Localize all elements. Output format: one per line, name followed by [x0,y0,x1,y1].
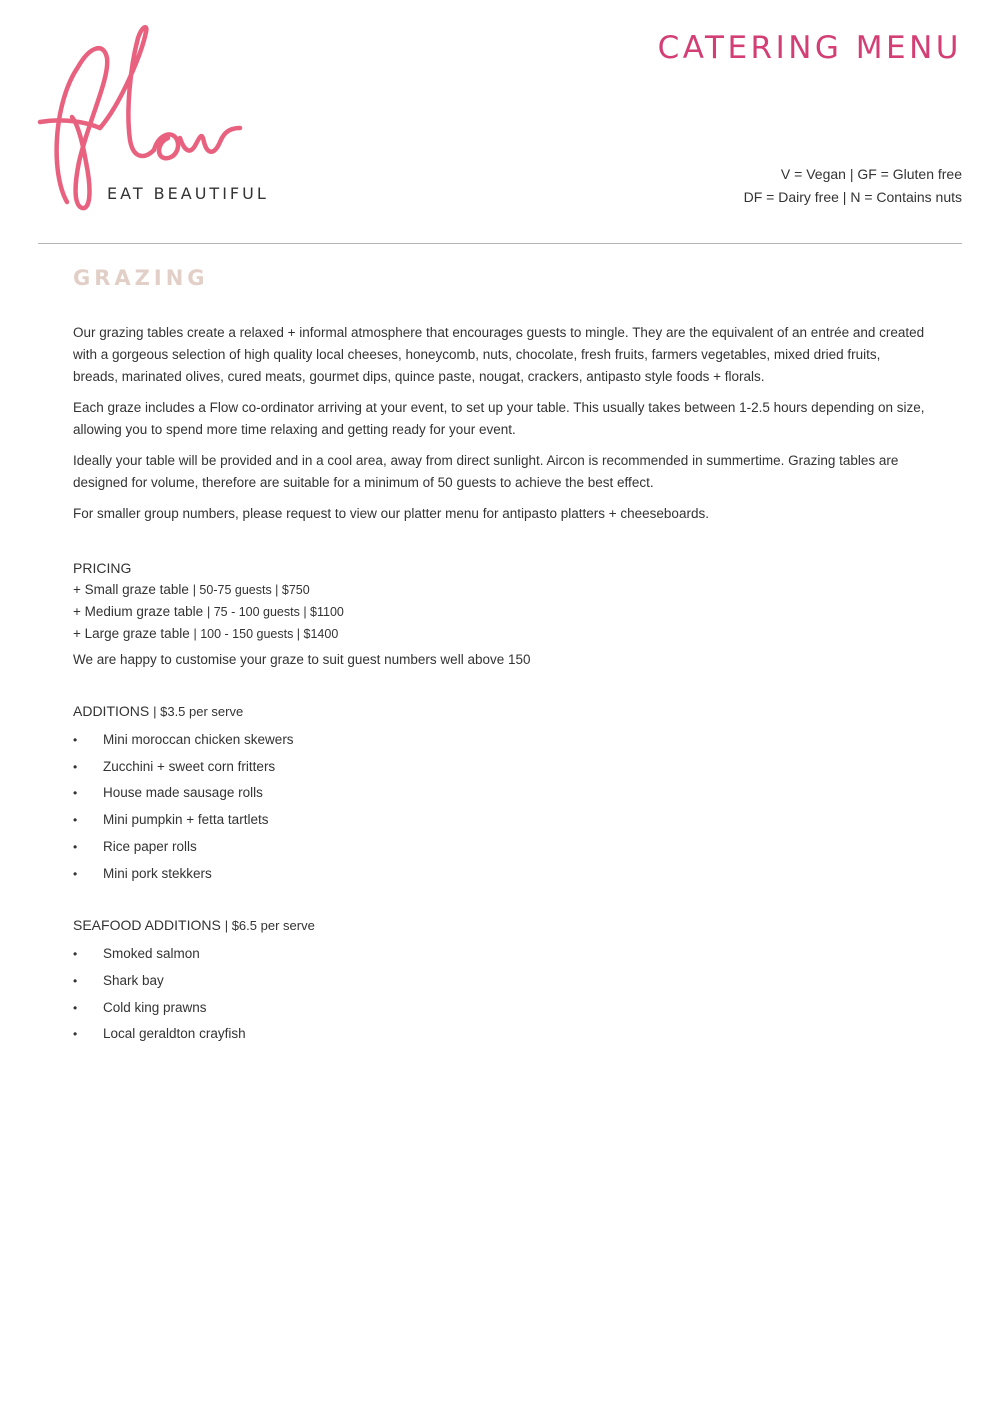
seafood-list [73,941,928,1048]
price-tier-label: + Large graze table [73,626,190,641]
flow-logo [34,22,274,217]
list-item-label: House made sausage rolls [103,785,263,801]
bullet-icon: • [73,973,78,988]
bullet-icon: • [73,1027,78,1042]
seafood-heading [73,914,928,937]
main-content [73,264,928,1048]
price-tier [73,579,928,601]
bullet-icon: • [73,786,78,801]
list-item [73,754,928,781]
section-title-grazing: GRAZING [73,266,209,290]
intro-paragraph: Our grazing tables create a relaxed + informal atmosphere that encourages guests to mingle. They are the equivalent of an entrée and created with a gorgeous selection of high quality local cheeses, honeycomb, nuts, chocolate, fresh fruits, farmers vegetables, mixed dried fruits, breads, marinated olives, cured meats, gourmet dips, quince paste, nougat, crackers, antipasto style foods + florals. [73,325,925,384]
price-tier [73,623,928,645]
list-item [73,1021,928,1048]
list-item-label: Mini pumpkin + fetta tartlets [103,812,269,828]
list-item-label: Local geraldton crayfish [103,1026,246,1042]
bullet-icon: • [73,759,78,774]
price-tier-label: + Small graze table [73,582,189,597]
bullet-icon: • [73,733,78,747]
list-item [73,780,928,807]
bullet-icon: • [73,1000,78,1015]
list-item [73,941,928,968]
price-tier-detail: | 75 - 100 guests | $1100 [206,605,344,619]
list-item-label: Mini pork stekkers [103,865,212,881]
placement-paragraph: Ideally your table will be provided and in a cool area, away from direct sunlight. Aircon is recommended in summertime. Grazing tables are designed for volume, therefore are suitable for a minimum of 50 guests to achieve the best effect. [73,453,899,490]
list-item [73,995,928,1022]
list-item-label: Smoked salmon [103,946,200,962]
list-item [73,861,928,888]
price-tier-detail: | 100 - 150 guests | $1400 [193,627,339,641]
list-item [73,968,928,995]
list-item-label: Rice paper rolls [103,838,197,854]
price-tier-label: + Medium graze table [73,604,204,619]
list-item-label: Shark bay [103,972,164,988]
additions-heading [73,700,928,723]
seafood-price: | $6.5 per serve [224,918,315,934]
platter-paragraph: For smaller group numbers, please request to view our platter menu for antipasto platters + cheeseboards. [73,506,709,521]
list-item-label: Zucchini + sweet corn fritters [103,758,276,774]
pricing-heading: PRICING [73,560,132,576]
pricing-note: We are happy to customise your graze to suit guest numbers well above 150 [73,652,531,667]
additions-title: ADDITIONS [73,703,150,719]
price-tier-detail: | 50-75 guests | $750 [192,583,310,597]
header-divider [38,243,962,244]
bullet-icon: • [73,866,78,881]
additions-section [73,700,928,887]
list-item [73,727,928,754]
legend-line: V = Vegan | GF = Gluten free [780,166,962,182]
dietary-legend [744,163,962,209]
legend-line: DF = Dairy free | N = Contains nuts [743,189,962,205]
logo-tagline: EAT BEAUTIFUL [107,184,269,203]
seafood-additions-section [73,914,928,1048]
bullet-icon: • [73,947,78,962]
additions-list [73,727,928,887]
pricing-section [73,557,928,671]
coordinator-paragraph: Each graze includes a Flow co-ordinator arriving at your event, to set up your table. This usually takes between 1-2.5 hours depending on size, allowing you to spend more time relaxing and getting ready for your event. [73,400,925,437]
additions-price: | $3.5 per serve [153,704,244,719]
bullet-icon: • [73,839,78,854]
list-item [73,834,928,861]
page-title: CATERING MENU [657,30,962,66]
list-item-label: Mini moroccan chicken skewers [103,732,294,747]
list-item-label: Cold king prawns [103,999,207,1015]
seafood-title: SEAFOOD ADDITIONS [73,917,221,934]
list-item [73,807,928,834]
bullet-icon: • [73,813,78,828]
price-tier [73,601,928,623]
